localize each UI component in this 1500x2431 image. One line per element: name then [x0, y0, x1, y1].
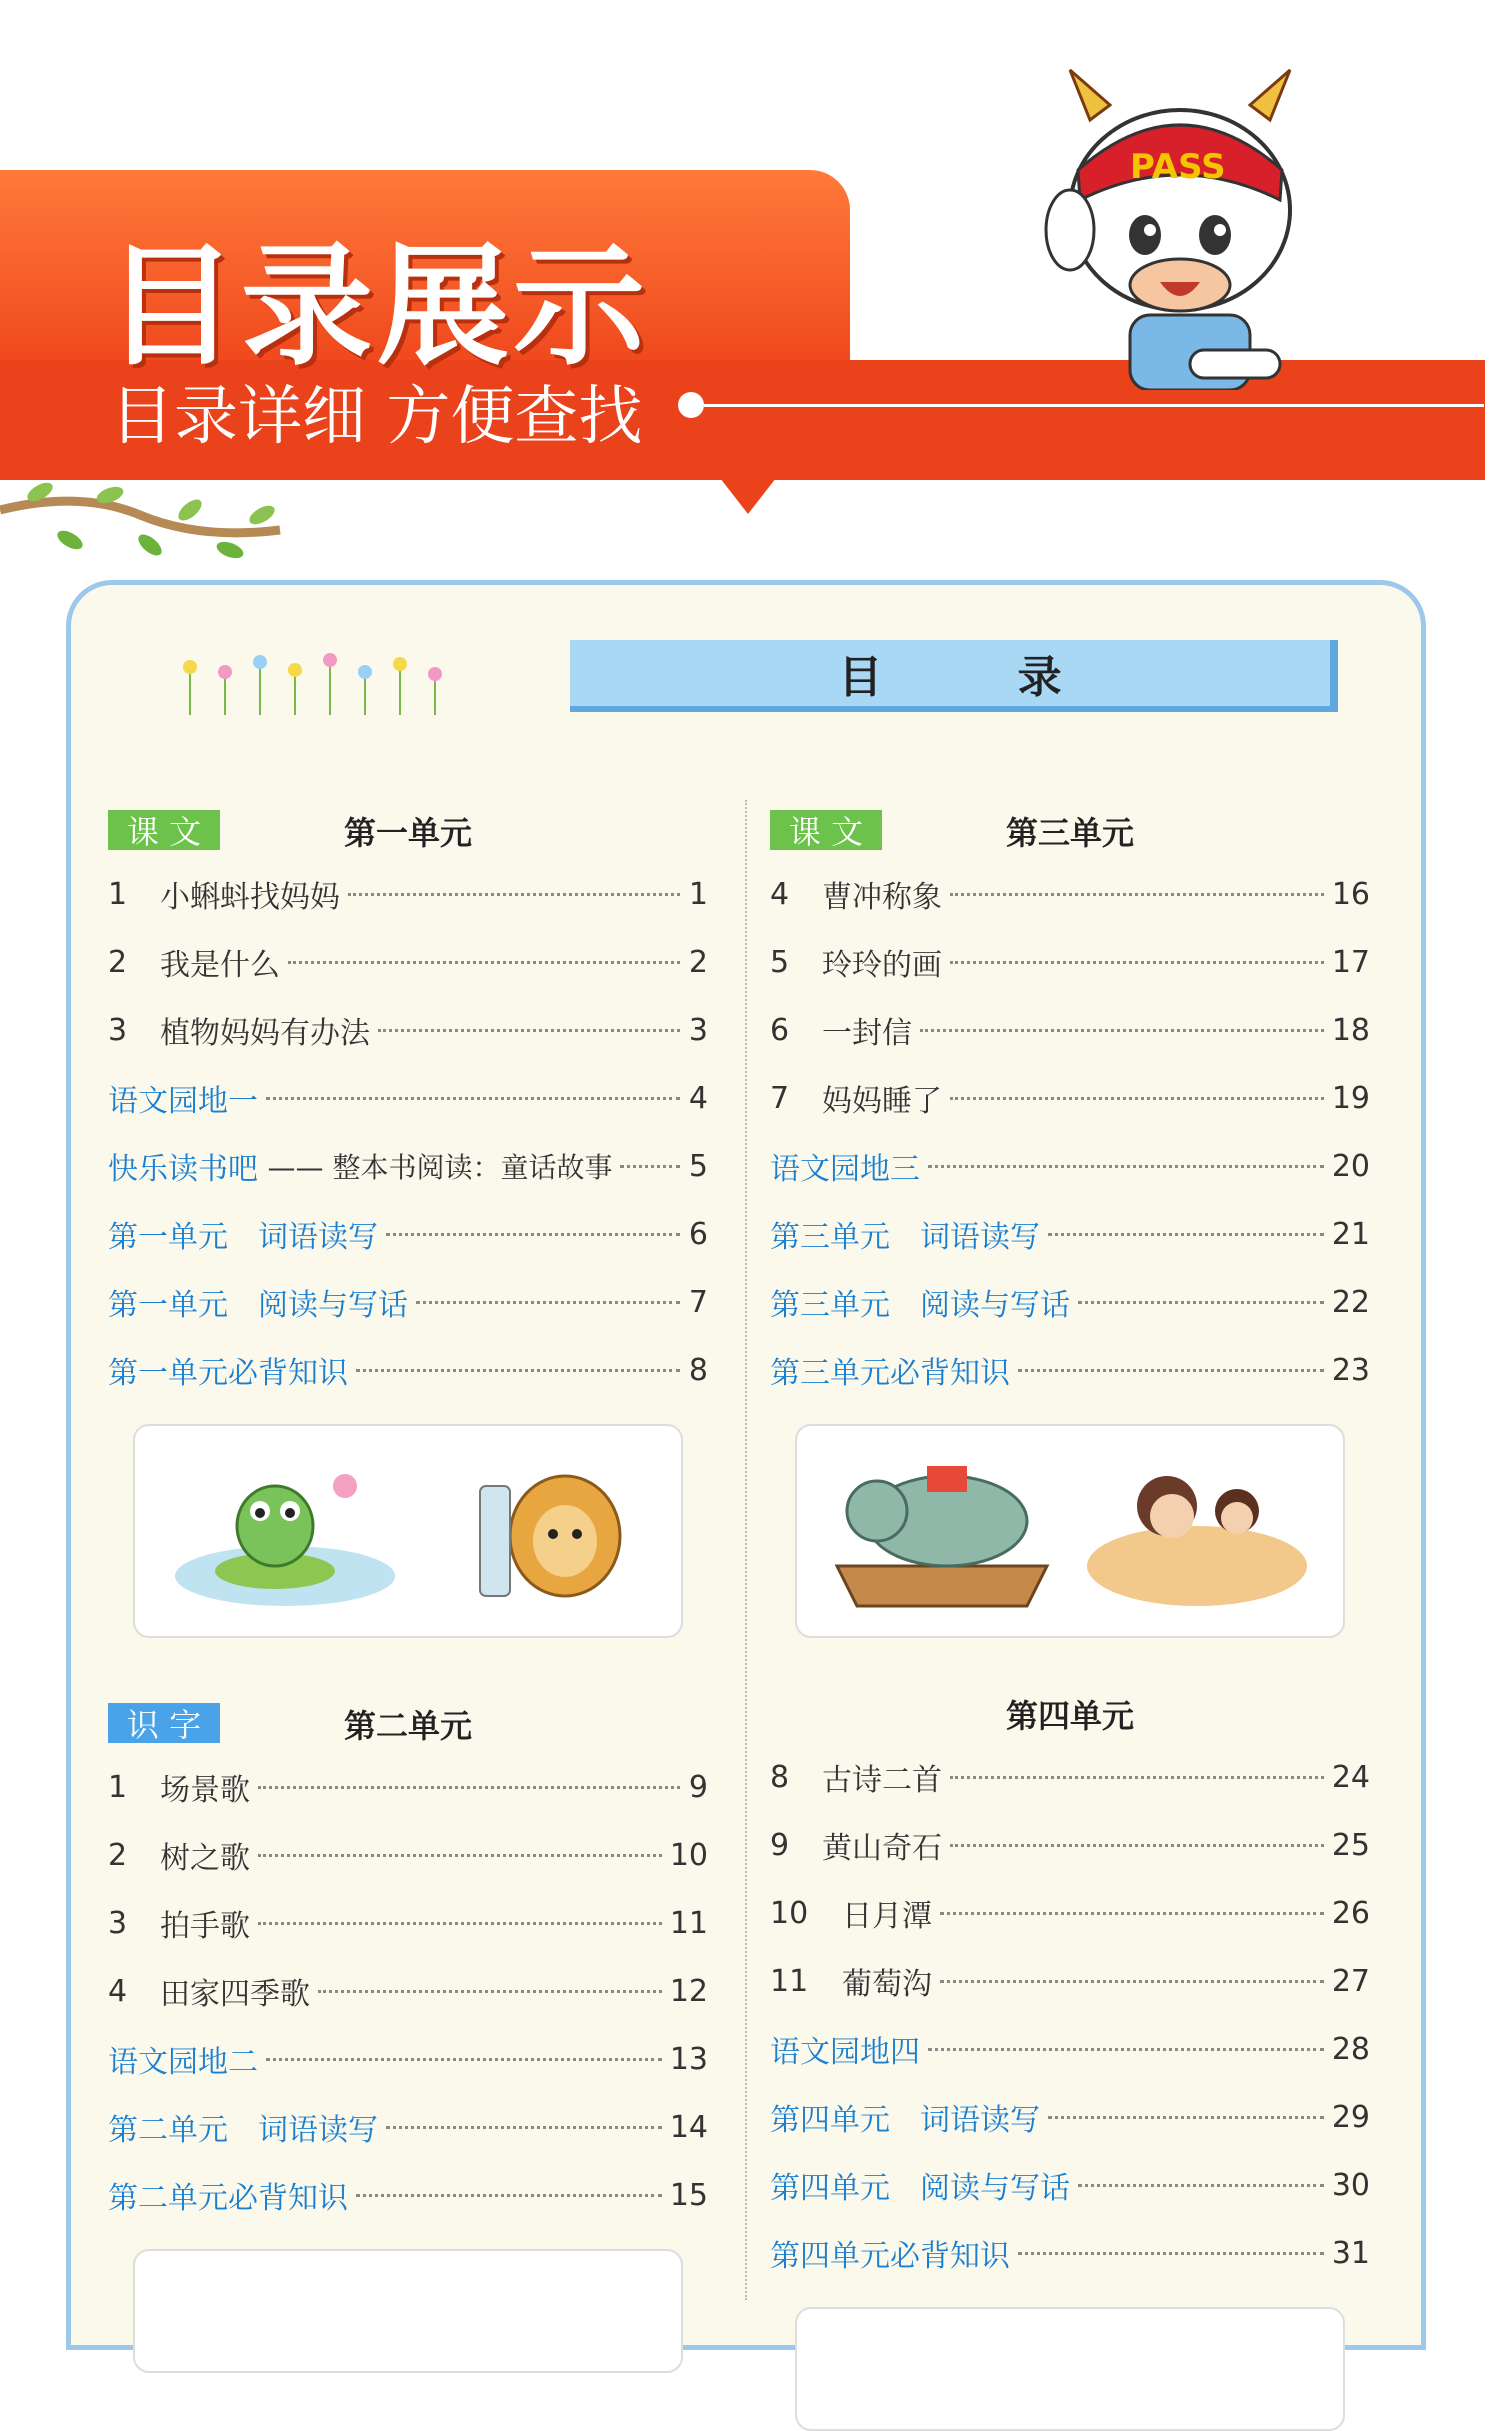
unit1-illustration — [133, 1424, 683, 1638]
toc-entry[interactable] — [108, 1064, 708, 1132]
entry-page: 3 — [688, 1012, 708, 1048]
leader-dots — [258, 1922, 662, 1925]
entry-page: 10 — [669, 1837, 708, 1873]
toc-entry[interactable] — [770, 1268, 1370, 1336]
banner-title: 目录展示 — [105, 230, 649, 384]
toc-left-column — [108, 800, 708, 2373]
unit4-illustration — [795, 2307, 1345, 2431]
entry-number: 2 — [108, 944, 128, 980]
entry-title: 日月潭 — [842, 1899, 932, 1934]
entry-title: 第一单元 阅读与写话 — [108, 1288, 408, 1323]
entry-number: 5 — [770, 944, 790, 980]
unit4-header — [770, 1683, 1370, 1743]
entry-title: 语文园地四 — [770, 2035, 920, 2070]
banner-subtitle: 目录详细 方便查找 — [110, 380, 643, 454]
entry-title: 玲玲的画 — [822, 948, 942, 983]
entry-page: 27 — [1331, 1963, 1370, 1999]
unit2-header — [108, 1693, 708, 1753]
entry-title: 语文园地三 — [770, 1152, 920, 1187]
entry-page: 6 — [688, 1216, 708, 1252]
toc-entry[interactable] — [770, 1336, 1370, 1404]
leader-dots — [1078, 1301, 1324, 1304]
unit4-title: 第四单元 — [1005, 1697, 1134, 1735]
entry-number: 4 — [108, 1973, 128, 2009]
entry-page: 25 — [1331, 1827, 1370, 1863]
entry-title: 古诗二首 — [822, 1763, 942, 1798]
leader-dots — [940, 1912, 1324, 1915]
entry-page: 20 — [1331, 1148, 1370, 1184]
toc-title: 目 录 — [838, 652, 1122, 703]
toc-entry[interactable] — [770, 1947, 1370, 2015]
entry-number: 1 — [108, 876, 128, 912]
entry-title: 第一单元必背知识 — [108, 1356, 348, 1391]
entry-title: 小蝌蚪找妈妈 — [160, 880, 340, 915]
entry-title: 我是什么 — [160, 948, 280, 983]
entry-title: 田家四季歌 — [160, 1977, 310, 2012]
entry-page: 24 — [1331, 1759, 1370, 1795]
leader-dots — [266, 2058, 662, 2061]
unit3-title: 第三单元 — [1005, 814, 1134, 852]
leader-dots — [348, 893, 680, 896]
entry-number: 6 — [770, 1012, 790, 1048]
entry-title: 第二单元 词语读写 — [108, 2113, 378, 2148]
leader-dots — [258, 1854, 662, 1857]
entry-page: 5 — [688, 1148, 708, 1184]
toc-entry[interactable] — [770, 1132, 1370, 1200]
unit3-tag: 课 文 — [770, 810, 882, 850]
leader-dots — [386, 1233, 680, 1236]
entry-page: 12 — [669, 1973, 708, 2009]
branch-decoration — [0, 470, 290, 580]
entry-page: 18 — [1331, 1012, 1370, 1048]
toc-entry[interactable] — [770, 1743, 1370, 1811]
elephant-and-mother-image — [797, 1426, 1347, 1636]
leader-dots — [950, 1097, 1324, 1100]
leader-dots — [1078, 2184, 1324, 2187]
toc-entry[interactable] — [770, 1879, 1370, 1947]
mascot-cap-text: PASS — [1130, 147, 1226, 187]
entry-title: 第三单元 词语读写 — [770, 1220, 1040, 1255]
entry-title: 第四单元 阅读与写话 — [770, 2171, 1070, 2206]
entry-title: 拍手歌 — [160, 1909, 250, 1944]
leader-dots — [266, 1097, 680, 1100]
toc-right-column — [770, 800, 1370, 2431]
unit1-header — [108, 800, 708, 860]
entry-page: 11 — [669, 1905, 708, 1941]
entry-title: 第一单元 词语读写 — [108, 1220, 378, 1255]
entry-number: 1 — [108, 1769, 128, 1805]
entry-page: 31 — [1331, 2235, 1370, 2271]
entry-title: 曹冲称象 — [822, 880, 942, 915]
toc-entry[interactable] — [770, 996, 1370, 1064]
leader-dots — [356, 1369, 680, 1372]
unit3-header — [770, 800, 1370, 860]
entry-page: 15 — [669, 2177, 708, 2213]
entry-page: 2 — [688, 944, 708, 980]
toc-entry[interactable] — [108, 996, 708, 1064]
entry-number: 3 — [108, 1905, 128, 1941]
unit2-title: 第二单元 — [343, 1707, 472, 1745]
entry-page: 16 — [1331, 876, 1370, 912]
entry-page: 23 — [1331, 1352, 1370, 1388]
leader-dots — [258, 1786, 680, 1789]
leader-dots — [318, 1990, 662, 1993]
frog-and-lion-image — [135, 1426, 685, 1636]
toc-entry[interactable] — [108, 860, 708, 928]
entry-number: 8 — [770, 1759, 790, 1795]
entry-title: 黄山奇石 — [822, 1831, 942, 1866]
entry-title: 第四单元 词语读写 — [770, 2103, 1040, 2138]
entry-title: 第三单元必背知识 — [770, 1356, 1010, 1391]
unit3-illustration — [795, 1424, 1345, 1638]
banner-dot — [678, 392, 704, 418]
entry-number: 11 — [770, 1963, 809, 1999]
entry-number: 3 — [108, 1012, 128, 1048]
entry-title: 葡萄沟 — [842, 1967, 932, 2002]
leader-dots — [1048, 1233, 1324, 1236]
banner-pointer — [720, 478, 776, 514]
leader-dots — [1048, 2116, 1324, 2119]
entry-number: 7 — [770, 1080, 790, 1116]
entry-page: 17 — [1331, 944, 1370, 980]
entry-number: 2 — [108, 1837, 128, 1873]
entry-page: 9 — [688, 1769, 708, 1805]
entry-title: 第四单元必背知识 — [770, 2239, 1010, 2274]
unit1-title: 第一单元 — [343, 814, 472, 852]
entry-title: 语文园地二 — [108, 2045, 258, 2080]
entry-title: 快乐读书吧 — [108, 1152, 258, 1187]
toc-entry[interactable] — [108, 2025, 708, 2093]
entry-page: 13 — [669, 2041, 708, 2077]
leader-dots — [288, 961, 680, 964]
entry-page: 19 — [1331, 1080, 1370, 1116]
entry-page: 7 — [688, 1284, 708, 1320]
entry-title: 妈妈睡了 — [822, 1084, 942, 1119]
entry-title: 植物妈妈有办法 — [160, 1016, 370, 1051]
toc-entry[interactable] — [770, 2083, 1370, 2151]
leader-dots — [1018, 1369, 1324, 1372]
toc-entry[interactable] — [108, 2093, 708, 2161]
toc-entry[interactable] — [770, 860, 1370, 928]
leader-dots — [950, 893, 1324, 896]
entry-subtitle: —— 整本书阅读：童话故事 — [267, 1151, 613, 1184]
leader-dots — [950, 961, 1324, 964]
flowers-decoration — [170, 645, 460, 725]
toc-entry[interactable] — [108, 1821, 708, 1889]
column-divider — [745, 800, 747, 2300]
toc-entry[interactable] — [770, 2151, 1370, 2219]
entry-page: 28 — [1331, 2031, 1370, 2067]
leader-dots — [928, 2048, 1324, 2051]
entry-page: 30 — [1331, 2167, 1370, 2203]
leader-dots — [940, 1980, 1324, 1983]
toc-entry[interactable] — [770, 1200, 1370, 1268]
leader-dots — [950, 1844, 1324, 1847]
toc-title-bar — [570, 640, 1338, 712]
toc-entry[interactable] — [108, 1132, 708, 1200]
entry-page: 21 — [1331, 1216, 1370, 1252]
entry-title: 语文园地一 — [108, 1084, 258, 1119]
leader-dots — [620, 1165, 680, 1168]
unit1-tag: 课 文 — [108, 810, 220, 850]
entry-page: 26 — [1331, 1895, 1370, 1931]
toc-entry[interactable] — [108, 1268, 708, 1336]
entry-title: 第三单元 阅读与写话 — [770, 1288, 1070, 1323]
toc-entry[interactable] — [770, 1811, 1370, 1879]
entry-title: 场景歌 — [160, 1773, 250, 1808]
entry-page: 8 — [688, 1352, 708, 1388]
unit2-illustration — [133, 2249, 683, 2373]
entry-number: 9 — [770, 1827, 790, 1863]
toc-entry[interactable] — [108, 1753, 708, 1821]
leader-dots — [356, 2194, 662, 2197]
leader-dots — [920, 1029, 1324, 1032]
entry-number: 4 — [770, 876, 790, 912]
toc-entry[interactable] — [108, 1957, 708, 2025]
entry-page: 14 — [669, 2109, 708, 2145]
toc-entry[interactable] — [770, 1064, 1370, 1132]
entry-title: 第二单元必背知识 — [108, 2181, 348, 2216]
toc-entry[interactable] — [108, 928, 708, 996]
toc-entry[interactable] — [770, 2219, 1370, 2287]
mascot-cow-illustration — [1030, 60, 1350, 390]
entry-title: 一封信 — [822, 1016, 912, 1051]
toc-entry[interactable] — [770, 2015, 1370, 2083]
leader-dots — [386, 2126, 662, 2129]
unit2-tag: 识 字 — [108, 1703, 220, 1743]
entry-page: 22 — [1331, 1284, 1370, 1320]
leader-dots — [950, 1776, 1324, 1779]
leader-dots — [928, 1165, 1324, 1168]
entry-page: 1 — [688, 876, 708, 912]
leader-dots — [1018, 2252, 1324, 2255]
leader-dots — [378, 1029, 680, 1032]
entry-page: 4 — [688, 1080, 708, 1116]
toc-entry[interactable] — [108, 1336, 708, 1404]
entry-number: 10 — [770, 1895, 809, 1931]
toc-entry[interactable] — [108, 1889, 708, 1957]
entry-title: 树之歌 — [160, 1841, 250, 1876]
toc-entry[interactable] — [770, 928, 1370, 996]
toc-entry[interactable] — [108, 1200, 708, 1268]
toc-entry[interactable] — [108, 2161, 708, 2229]
entry-page: 29 — [1331, 2099, 1370, 2135]
banner-line — [704, 404, 1484, 407]
leader-dots — [416, 1301, 680, 1304]
